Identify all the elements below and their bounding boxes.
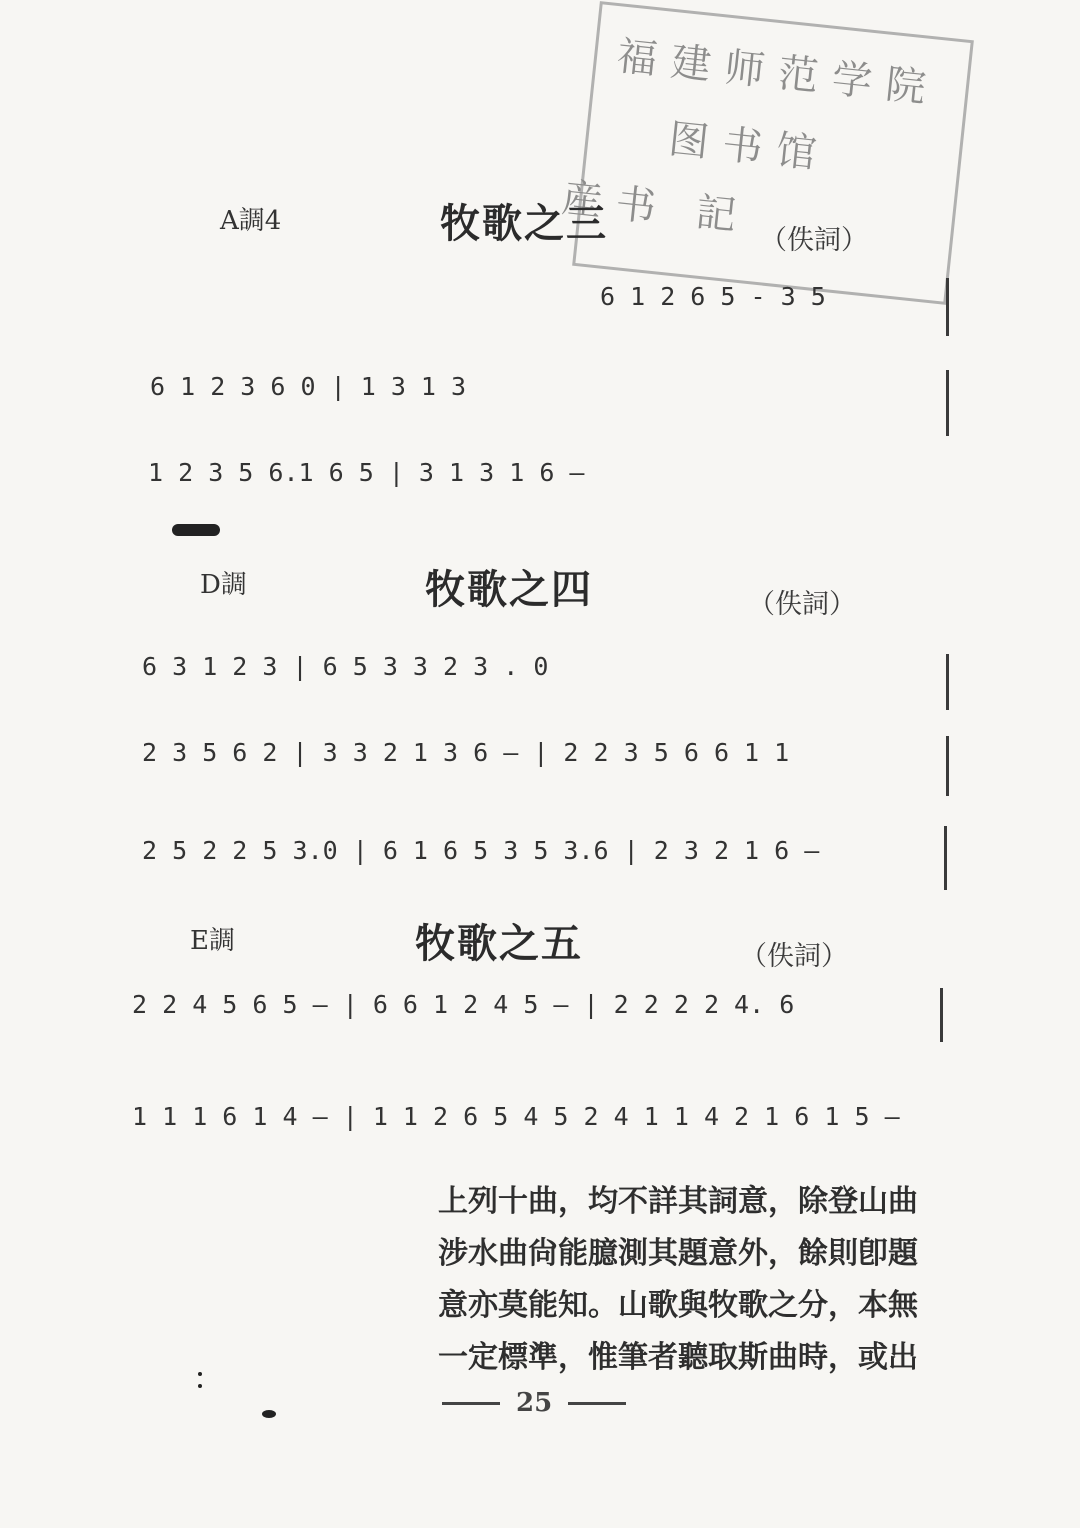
ink-speck — [198, 1384, 202, 1388]
ink-speck — [198, 1372, 202, 1376]
barline — [946, 654, 949, 710]
page-number-dash-right — [568, 1402, 626, 1405]
barline — [946, 370, 949, 436]
section-4-title: 牧歌之四 — [425, 566, 593, 613]
prose-line-3: 意亦莫能知。山歌與牧歌之分，本無 — [438, 1288, 918, 1323]
page-number-dash-left — [442, 1402, 500, 1405]
section-3-key: A調4 — [220, 206, 282, 236]
prose-line-1: 上列十曲，均不詳其詞意，除登山曲 — [438, 1184, 918, 1219]
ink-smudge — [172, 524, 220, 536]
section-5-row-2: 1 1 1 6 1 4 — | 1 1 2 6 5 4 5 2 4 1 1 4 2 1 6 1 5 — — [132, 1102, 900, 1131]
prose-line-2: 涉水曲尙能臆測其題意外，餘則卽題 — [438, 1236, 918, 1271]
section-5-note: （佚詞） — [740, 941, 848, 972]
library-stamp — [559, 1, 974, 305]
barline — [944, 826, 947, 890]
section-3-row-3: 1 2 3 5 6.1 6 5 | 3 1 3 1 6 — — [148, 458, 585, 487]
page-number: 25 — [516, 1388, 553, 1418]
stamp-line-1: 福建师范学院 — [614, 33, 942, 113]
section-5-row-1: 2 2 4 5 6 5 — | 6 6 1 2 4 5 — | 2 2 2 2 4. 6 — [132, 990, 795, 1019]
ink-speck — [262, 1410, 276, 1418]
section-5-key: E調 — [190, 926, 235, 956]
section-3-row-1: 6 1 2 6 5 - 3 5 — [600, 282, 826, 311]
section-4-row-1: 6 3 1 2 3 | 6 5 3 3 2 3 . 0 — [142, 652, 549, 681]
stamp-line-2: 图书馆 — [666, 116, 833, 179]
section-4-row-3: 2 5 2 2 5 3.0 | 6 1 6 5 3 5 3.6 | 2 3 2 1 6 — — [142, 836, 820, 865]
barline — [946, 736, 949, 796]
barline — [946, 278, 949, 336]
section-4-note: （佚詞） — [748, 589, 856, 620]
section-4-row-2: 2 3 5 6 2 | 3 3 2 1 3 6 — | 2 2 3 5 6 6 1 1 — [142, 738, 790, 767]
section-4-key: D調 — [200, 570, 247, 600]
barline — [940, 988, 943, 1042]
section-5-title: 牧歌之五 — [415, 920, 583, 967]
section-3-title: 牧歌之三 — [440, 200, 608, 247]
section-3-note: （佚詞） — [760, 225, 868, 256]
section-3-row-2: 6 1 2 3 6 0 | 1 3 1 3 — [150, 372, 467, 401]
prose-line-4: 一定標準，惟筆者聽取斯曲時，或出 — [438, 1340, 918, 1375]
stamp-line-3: 産书 記 — [559, 175, 753, 241]
